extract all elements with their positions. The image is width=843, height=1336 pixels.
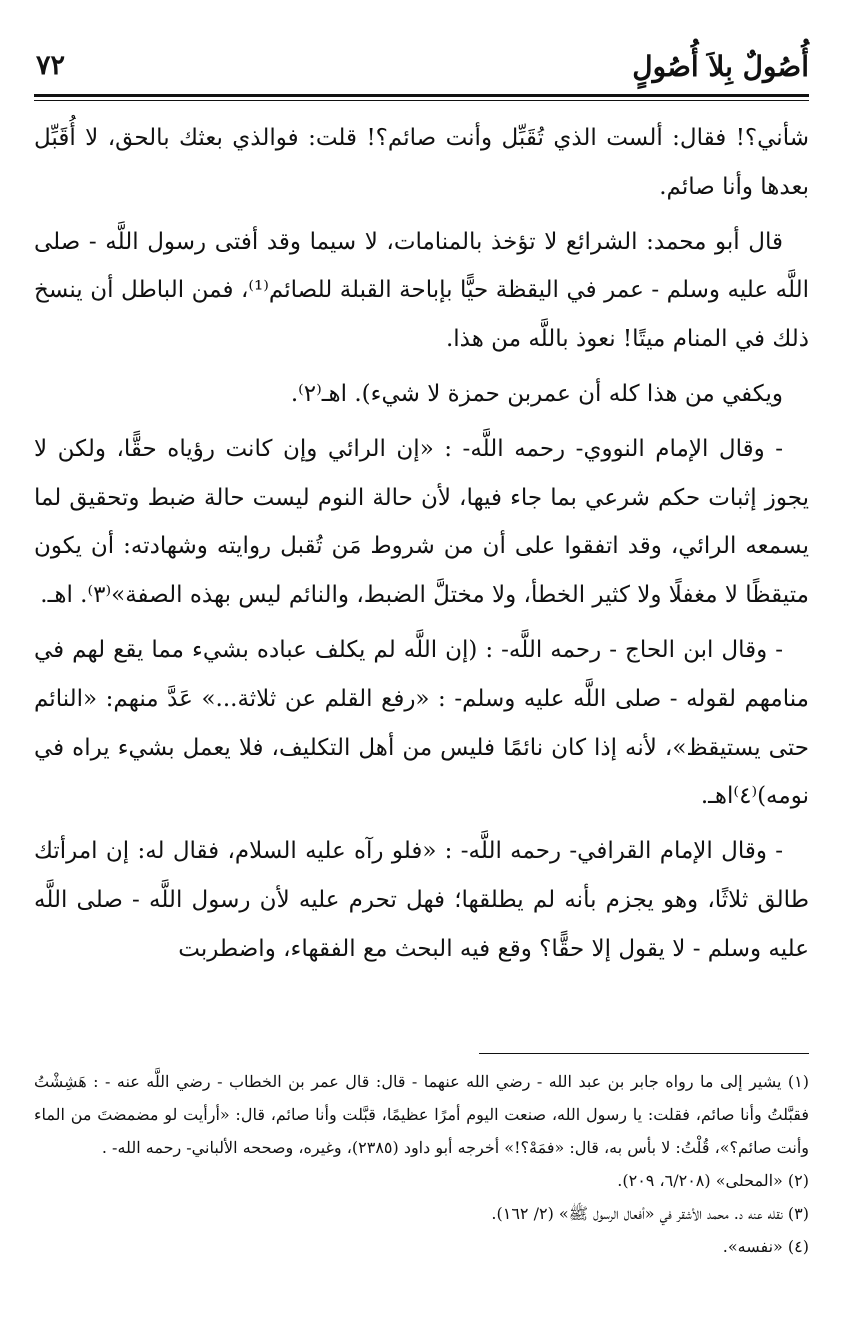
paragraph: - وقال الإمام القرافي- رحمه اللَّه- : «فلو رآه عليه السلام، فقال له: إن امرأتك طالق ثلاثًا، وهو يجزم بأنه لم يطلقها؛ فهل تحرم عليه لأن رسول اللَّه - صلى اللَّه عليه وسلم - لا يقول إلا حقًّا؟ وقع فيه البحث مع الفقهاء، واضطربت [34, 838, 809, 962]
footnote: (٢) «المحلى» (٦/٢٠٨، ٢٠٩). [617, 1171, 809, 1190]
footnote: (١) يشير إلى ما رواه جابر بن عبد الله - رضي الله عنهما - قال: قال عمر بن الخطاب - رضي اللَّه عنه - : هَشِشْتُ فقبَّلتُ وأنا صائم، فقلت: يا رسول الله، صنعت اليوم أمرًا عظيمًا، قبَّلت وأنا صائم، قال: «أرأيت لو مضمضتَ من الماء وأنت صائم؟»، قُلْتُ: لا بأس به، قال: «فمَهْ؟!» أخرجه أبو داود (٢٣٨٥)، وغيره، وصححه الألباني- رحمه الله- . [34, 1072, 809, 1157]
footnote-separator [479, 1053, 809, 1054]
footnote: (٣) نقله عنه د. محمد الأشقر في «أفعال الرسول ﷺ» (٢/ ١٦٢). [491, 1204, 809, 1223]
page-number: ٧٢ [36, 50, 66, 81]
main-text [34, 114, 809, 980]
header-rule-thin [34, 100, 809, 101]
footnote: (٤) «نفسه». [722, 1237, 809, 1256]
header-rule-thick [34, 94, 809, 97]
book-title: أُصُولٌ بِلاَ أُصُولٍ [632, 50, 809, 83]
paragraph: قال أبو محمد: الشرائع لا تؤخذ بالمنامات، لا سيما وقد أفتى رسول اللَّه - صلى اللَّه عليه وسلم - عمر في اليقظة حيًّا بإباحة القبلة للصائم⁽¹⁾، فمن الباطل أن ينسخ ذلك في المنام ميتًا! نعوذ باللَّه من هذا. [34, 228, 809, 353]
running-header [34, 40, 809, 92]
book-page [34, 40, 809, 1330]
paragraph: - وقال ابن الحاج - رحمه اللَّه- : (إن اللَّه لم يكلف عباده بشيء مما يقع لهم في منامهم لقوله - صلى اللَّه عليه وسلم- : «رفع القلم عن ثلاثة...» عَدَّ منهم: «النائم حتى يستيقظ»، لأنه إذا كان نائمًا فليس من أهل التكليف، فلا يعمل بشيء يراه في نومه)⁽٤⁾اهـ. [34, 636, 809, 810]
footnotes [34, 1065, 809, 1263]
paragraph: شأني؟! فقال: ألست الذي تُقَبِّل وأنت صائم؟! قلت: فوالذي بعثك بالحق، لا أُقَبِّل بعدها وأنا صائم. [34, 125, 809, 200]
paragraph: ويكفي من هذا كله أن عمربن حمزة لا شيء). اهـ⁽٢⁾. [290, 380, 783, 407]
paragraph: - وقال الإمام النووي- رحمه اللَّه- : «إن الرائي وإن كانت رؤياه حقًّا، ولكن لا يجوز إثبات حكم شرعي بما جاء فيها، لأن حالة النوم ليست حالة ضبط وتحقيق لما يسمعه الرائي، وقد اتفقوا على أن من شروط مَن تُقبل روايته وشهادته: أن يكون متيقظًا لا مغفلًا ولا كثير الخطأ، ولا مختلَّ الضبط، والنائم ليس بهذه الصفة»⁽٣⁾. اهـ. [34, 435, 809, 609]
